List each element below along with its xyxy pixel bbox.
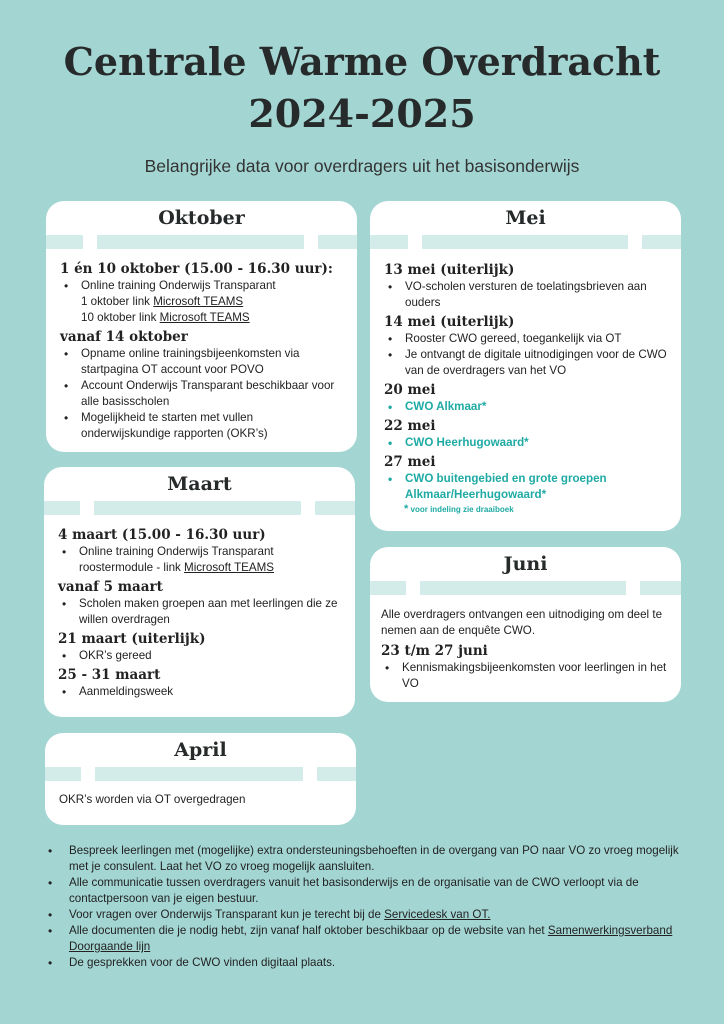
list-item: • CWO Heerhugowaard* xyxy=(384,435,669,451)
servicedesk-link[interactable]: Servicedesk van OT. xyxy=(384,908,491,921)
draaiboek-note: * voor indeling zie draaiboek xyxy=(404,503,514,515)
list-item: • Account Onderwijs Transparant beschikbaar voor alle basisscholen xyxy=(60,378,345,410)
maart-date-4: 25 - 31 maart xyxy=(58,667,161,683)
list-item: • De gesprekken voor de CWO vinden digitaal plaats. xyxy=(48,955,688,971)
divider-band xyxy=(45,767,356,781)
card-april-title: April xyxy=(174,739,227,761)
list-item: • OKR’s gereed xyxy=(58,648,343,664)
card-mei-title: Mei xyxy=(505,207,546,229)
list-item: • Alle documenten die je nodig hebt, zijn vanaf half oktober beschikbaar op de website van het Samenwerkingsverband Doorgaande lijn xyxy=(48,923,688,955)
card-oktober xyxy=(46,201,357,452)
card-maart xyxy=(44,467,355,717)
juni-date-1: 23 t/m 27 juni xyxy=(381,643,488,659)
list-item: • Online training Onderwijs Transparant 1 oktober link Microsoft TEAMS 10 oktober link Microsoft TEAMS xyxy=(60,278,345,326)
card-maart-title: Maart xyxy=(167,473,232,495)
mei-date-3: 20 mei xyxy=(384,382,436,398)
footer-notes xyxy=(48,843,688,971)
page-subtitle: Belangrijke data voor overdragers uit het basisonderwijs xyxy=(144,156,580,176)
list-item: • Opname online trainingsbijeenkomsten via startpagina OT account voor POVO xyxy=(60,346,345,378)
mei-date-1: 13 mei (uiterlijk) xyxy=(384,262,515,278)
card-april xyxy=(45,733,356,825)
mei-date-5: 27 mei xyxy=(384,454,436,470)
maart-date-2: vanaf 5 maart xyxy=(58,579,163,595)
oktober-date-2: vanaf 14 oktober xyxy=(60,329,188,345)
maart-date-3: 21 maart (uiterlijk) xyxy=(58,631,206,647)
oktober-date-1: 1 én 10 oktober (15.00 - 16.30 uur): xyxy=(60,261,333,277)
list-item: • Online training Onderwijs Transparant roostermodule - link Microsoft TEAMS xyxy=(58,544,343,576)
list-item: • Scholen maken groepen aan met leerlingen die ze willen overdragen xyxy=(58,596,343,628)
maart-date-1: 4 maart (15.00 - 16.30 uur) xyxy=(58,527,266,543)
april-text: OKR’s worden via OT overgedragen xyxy=(59,793,246,806)
page-title-line2: 2024-2025 xyxy=(248,91,476,136)
list-item: • CWO Alkmaar* xyxy=(384,399,669,415)
mei-date-4: 22 mei xyxy=(384,418,436,434)
list-item: • Rooster CWO gereed, toegankelijk via OT xyxy=(384,331,669,347)
list-item: • Je ontvangt de digitale uitnodigingen voor de CWO van de overdragers van het VO xyxy=(384,347,669,379)
list-item: • Bespreek leerlingen met (mogelijke) extra ondersteuningsbehoeften in de overgang van PO naar VO zo vroeg mogelijk met je consulent. Laat het VO zo vroeg mogelijk aansluiten. xyxy=(48,843,688,875)
list-item: • Kennismakingsbijeenkomsten voor leerlingen in het VO xyxy=(381,660,669,692)
mei-date-2: 14 mei (uiterlijk) xyxy=(384,314,515,330)
list-item: • Alle communicatie tussen overdragers vanuit het basisonderwijs en de organisatie van de CWO verloopt via de contactpersoon van je eigen bestuur. xyxy=(48,875,688,907)
divider-band xyxy=(370,581,681,595)
juni-text: Alle overdragers ontvangen een uitnodiging om deel te nemen aan de enquête CWO. xyxy=(381,608,663,637)
teams-link-maart[interactable]: Microsoft TEAMS xyxy=(184,561,275,574)
divider-band xyxy=(370,235,681,249)
list-item: • Mogelijkheid te starten met vullen onderwijskundige rapporten (OKR’s) xyxy=(60,410,345,442)
card-juni-title: Juni xyxy=(503,553,548,575)
divider-band xyxy=(44,501,355,515)
list-item: • Aanmeldingsweek xyxy=(58,684,343,700)
teams-link-1-oktober[interactable]: Microsoft TEAMS xyxy=(153,295,244,308)
page-title-line1: Centrale Warme Overdracht xyxy=(63,39,661,84)
teams-link-10-oktober[interactable]: Microsoft TEAMS xyxy=(159,311,250,324)
list-item: • Voor vragen over Onderwijs Transparant kun je terecht bij de Servicedesk van OT. xyxy=(48,907,688,923)
list-item: • CWO buitengebied en grote groepen Alkmaar/Heerhugowaard* xyxy=(384,471,669,503)
card-juni xyxy=(370,547,681,702)
card-oktober-title: Oktober xyxy=(158,207,245,229)
list-item: • VO-scholen versturen de toelatingsbrieven aan ouders xyxy=(384,279,669,311)
samenwerkingsverband-link[interactable]: Samenwerkingsverband Doorgaande lijn xyxy=(69,924,673,953)
divider-band xyxy=(46,235,357,249)
card-mei xyxy=(370,201,681,531)
